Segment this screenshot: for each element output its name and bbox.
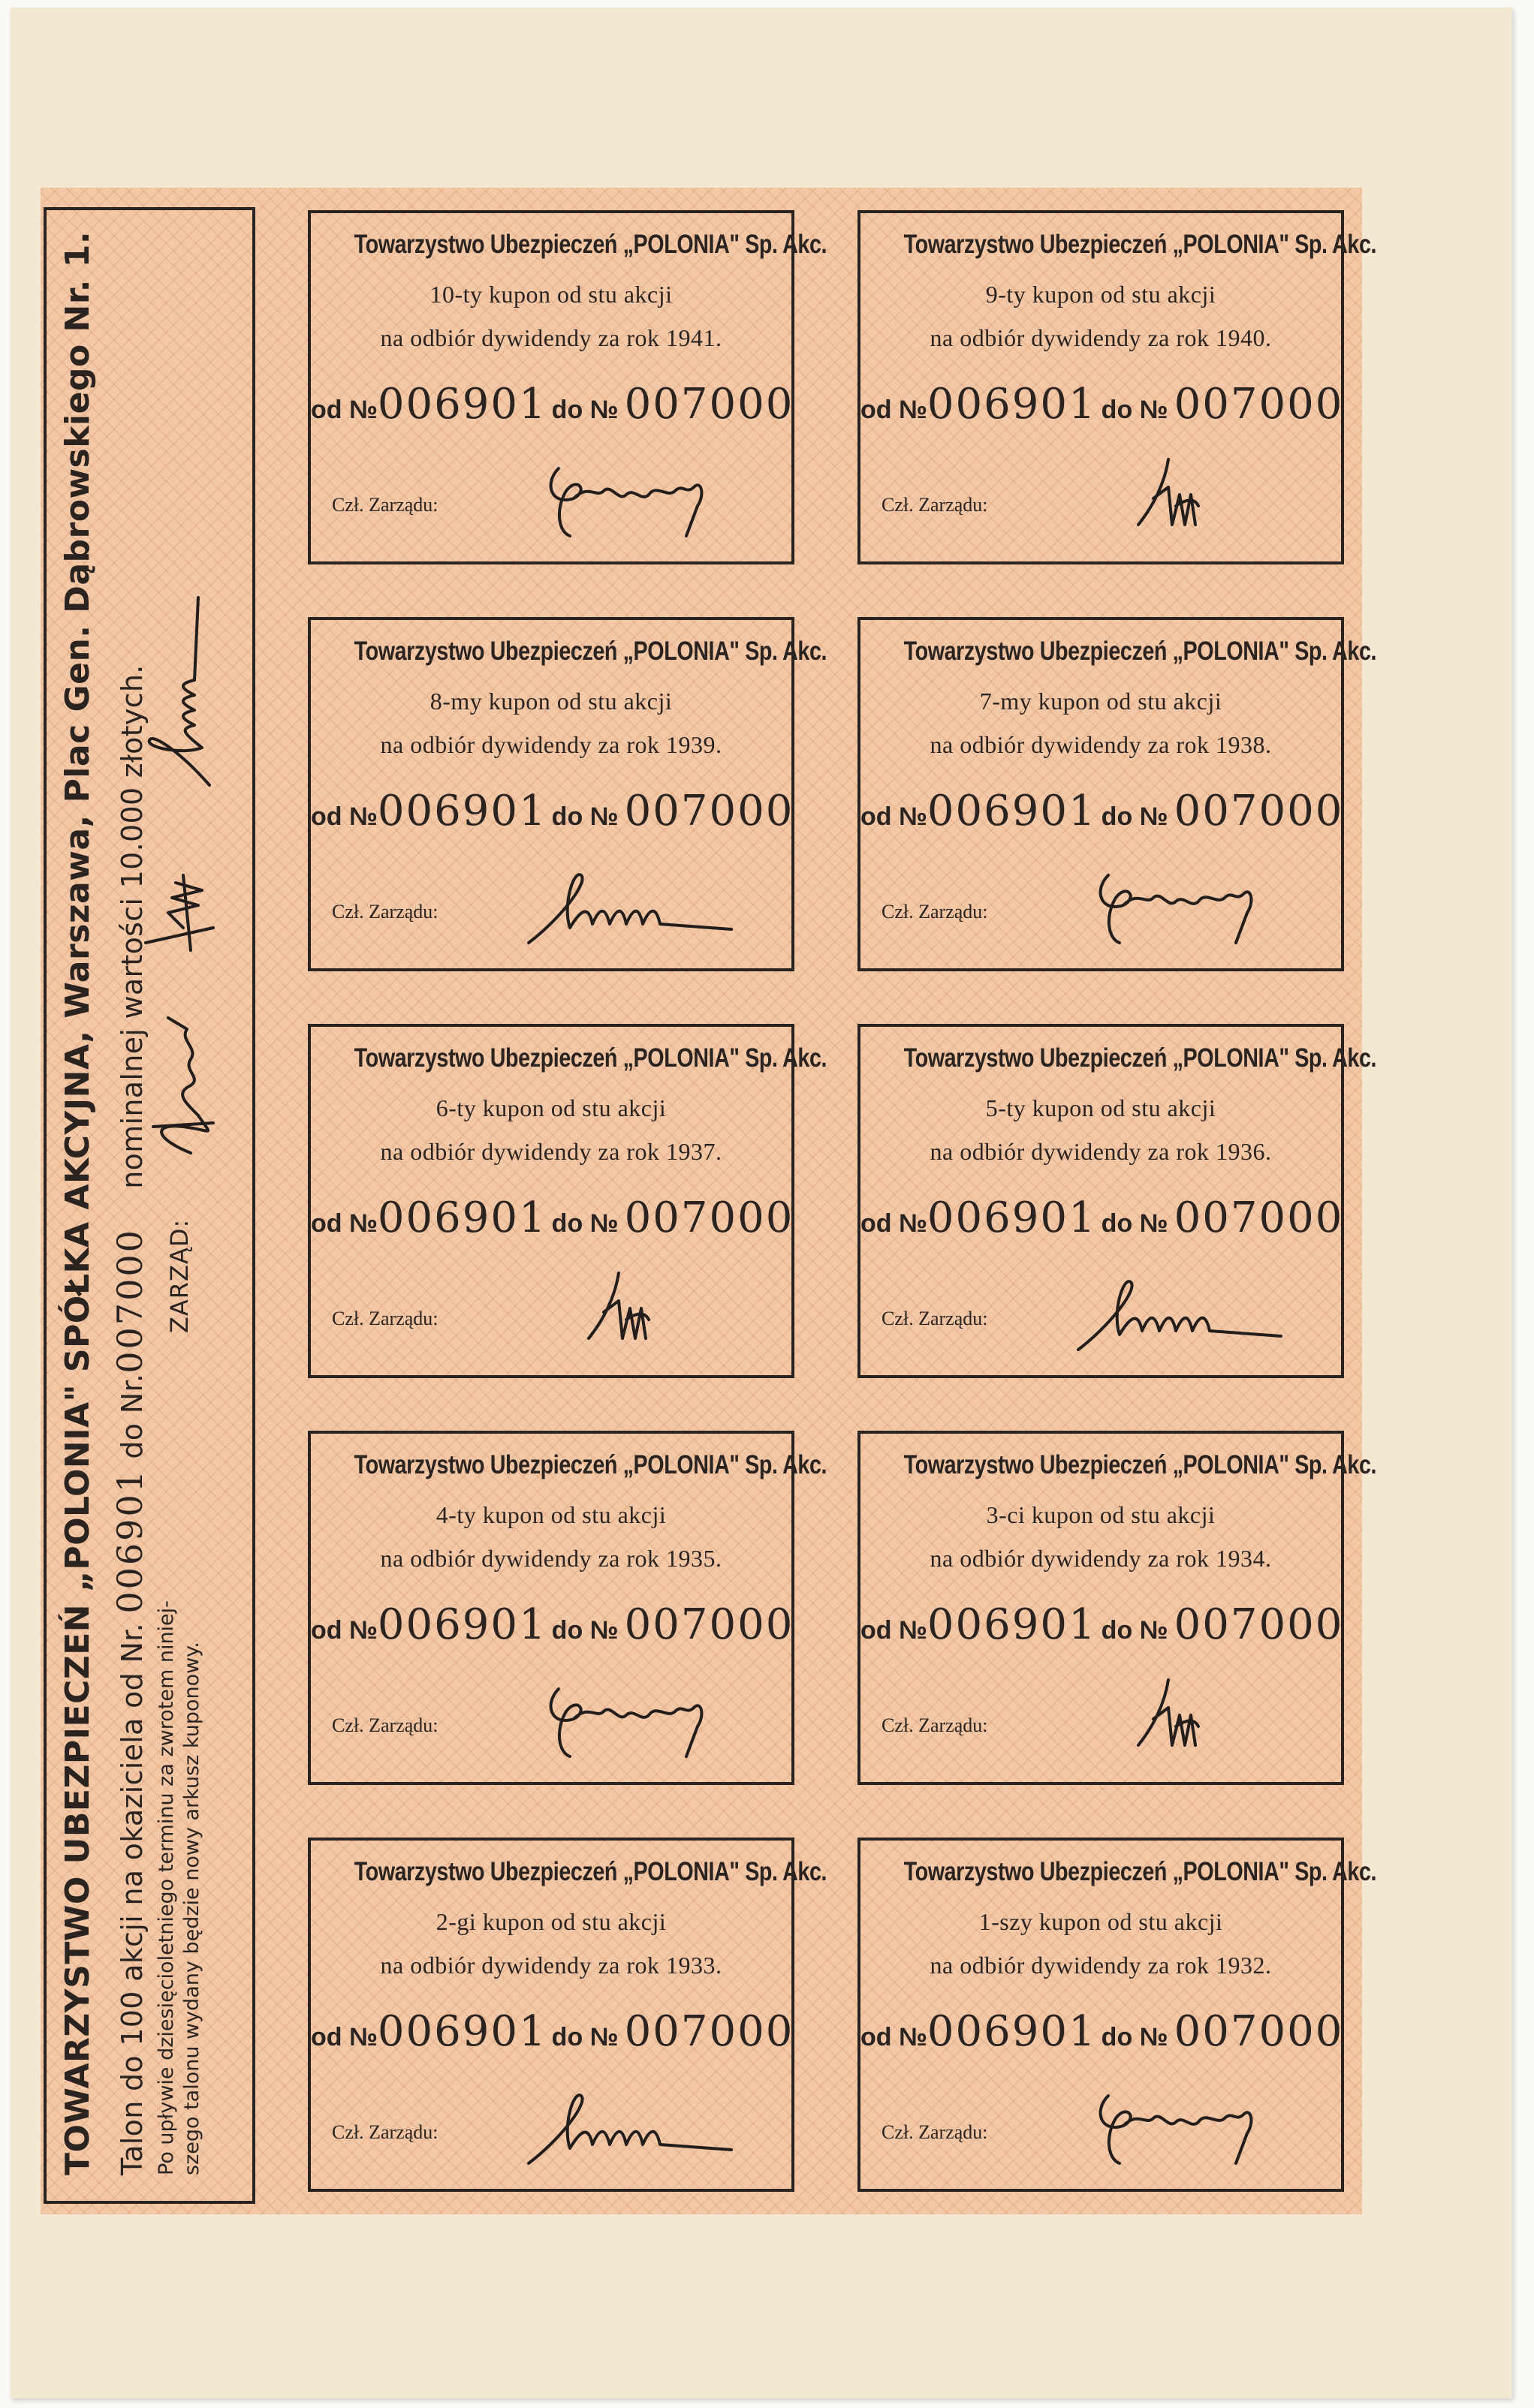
talon-range-prefix: Talon do 100 akcji na okaziciela od Nr. [116, 1623, 149, 2175]
coupon-ordinal: 5-ty kupon od stu akcji [985, 1094, 1216, 1121]
coupon-from-label: od № [311, 802, 378, 831]
talon-from-number: 006901 [110, 1468, 150, 1614]
coupon-number-range [311, 1193, 794, 1242]
talon-text-block [48, 215, 251, 2196]
coupon-board-label: Czł. Zarządu: [882, 1714, 988, 1736]
coupon-to-number: 007000 [1174, 1193, 1344, 1242]
coupon-from-number: 006901 [377, 1193, 547, 1242]
coupon-from-label: od № [860, 1209, 927, 1238]
coupon-number-range [311, 787, 794, 835]
coupon-from-number: 006901 [927, 380, 1097, 429]
coupon-to-label: do № [551, 1616, 619, 1645]
signature-a-icon [506, 1674, 746, 1764]
coupon-from-label: od № [860, 2023, 927, 2051]
coupon-header: Towarzystwo Ubezpieczeń „POLONIA" Sp. Akc. [903, 1450, 1377, 1479]
talon-range-mid: do Nr. [116, 1373, 149, 1459]
signature-b-icon [1056, 1674, 1296, 1764]
coupon-to-number: 007000 [624, 1600, 794, 1649]
coupon-ordinal: 9-ty kupon od stu akcji [985, 281, 1216, 308]
coupon-sheet [11, 8, 1512, 2398]
coupon-number-range [860, 787, 1344, 835]
coupon-ordinal: 10-ty kupon od stu akcji [429, 281, 673, 308]
coupon-number-range [860, 2007, 1344, 2056]
coupon-number-range [860, 1600, 1344, 1649]
coupon-number-range [311, 380, 794, 429]
coupon-6 [857, 1024, 1377, 1378]
coupon-to-label: do № [1101, 1209, 1168, 1238]
coupon-header: Towarzystwo Ubezpieczeń „POLONIA" Sp. Akc. [354, 230, 827, 259]
coupon-to-label: do № [1101, 1616, 1168, 1645]
coupon-board-label: Czł. Zarządu: [882, 494, 988, 516]
coupon-from-number: 006901 [927, 787, 1097, 835]
coupon-to-label: do № [1101, 396, 1168, 424]
coupon-from-label: od № [311, 2023, 378, 2051]
coupon-8 [857, 1431, 1377, 1785]
coupon-from-number: 006901 [927, 2007, 1097, 2056]
signature-c-icon [1056, 1267, 1296, 1357]
talon-to-number: 007000 [110, 1228, 150, 1374]
coupon-dividend-year: na odbiór dywidendy za rok 1936. [930, 1138, 1272, 1165]
coupon-board-label: Czł. Zarządu: [332, 901, 439, 923]
coupon-header: Towarzystwo Ubezpieczeń „POLONIA" Sp. Akc. [354, 1857, 827, 1886]
coupon-to-label: do № [1101, 2023, 1168, 2051]
talon-note-line-2: szego talonu wydany będzie nowy arkusz kuponowy. [180, 1642, 203, 2175]
coupon-board-label: Czł. Zarządu: [332, 2121, 439, 2143]
coupon-header: Towarzystwo Ubezpieczeń „POLONIA" Sp. Akc. [903, 1043, 1377, 1073]
coupon-to-label: do № [551, 396, 619, 424]
coupon-dividend-year: na odbiór dywidendy za rok 1933. [380, 1952, 722, 1979]
coupon-ordinal: 3-ci kupon od stu akcji [986, 1501, 1216, 1528]
talon-signature-b [138, 853, 221, 973]
coupon-to-number: 007000 [624, 380, 794, 429]
coupon-from-label: od № [860, 1616, 927, 1645]
coupon-header: Towarzystwo Ubezpieczeń „POLONIA" Sp. Akc. [354, 1043, 827, 1073]
signature-c-icon [506, 860, 746, 950]
coupon-board-label: Czł. Zarządu: [332, 1308, 439, 1329]
coupon-header: Towarzystwo Ubezpieczeń „POLONIA" Sp. Akc. [903, 230, 1377, 259]
coupon-number-range [311, 2007, 794, 2056]
coupon-4 [857, 617, 1377, 971]
coupon-header: Towarzystwo Ubezpieczeń „POLONIA" Sp. Akc. [903, 1857, 1377, 1886]
signature-c-icon [506, 2081, 746, 2171]
coupon-10 [857, 1838, 1377, 2192]
coupon-from-label: od № [860, 802, 927, 831]
coupon-dividend-year: na odbiór dywidendy za rok 1940. [930, 324, 1272, 351]
talon-signature-c [138, 575, 221, 800]
coupon-to-label: do № [551, 802, 619, 831]
coupon-9 [308, 1838, 827, 2192]
coupon-to-number: 007000 [1174, 2007, 1344, 2056]
coupon-ordinal: 2-gi kupon od stu akcji [435, 1908, 667, 1935]
coupon-header: Towarzystwo Ubezpieczeń „POLONIA" Sp. Akc. [354, 637, 827, 666]
coupon-dividend-year: na odbiór dywidendy za rok 1941. [380, 324, 722, 351]
coupon-board-label: Czł. Zarządu: [332, 1714, 439, 1736]
coupon-ordinal: 7-my kupon od stu akcji [979, 688, 1222, 715]
coupon-to-label: do № [1101, 802, 1168, 831]
coupon-from-number: 006901 [377, 2007, 547, 2056]
coupon-from-number: 006901 [927, 1193, 1097, 1242]
coupon-to-label: do № [551, 1209, 619, 1238]
coupon-from-label: od № [860, 396, 927, 424]
talon-nominal-value: nominalnej wartości 10.000 złotych. [116, 664, 149, 1189]
signature-a-icon [1056, 2081, 1296, 2171]
talon-signature-a [138, 1003, 221, 1168]
coupon-to-number: 007000 [1174, 380, 1344, 429]
coupon-5 [308, 1024, 827, 1378]
coupon-from-number: 006901 [377, 1600, 547, 1649]
coupon-to-number: 007000 [1174, 787, 1344, 835]
coupon-ordinal: 4-ty kupon od stu akcji [435, 1501, 667, 1528]
coupon-from-number: 006901 [927, 1600, 1097, 1649]
coupon-to-number: 007000 [624, 1193, 794, 1242]
coupon-dividend-year: na odbiór dywidendy za rok 1937. [380, 1138, 722, 1165]
coupon-from-label: od № [311, 396, 378, 424]
signature-b-icon [506, 1267, 746, 1357]
coupon-from-label: od № [311, 1616, 378, 1645]
coupon-board-label: Czł. Zarządu: [882, 901, 988, 923]
coupon-2 [857, 210, 1377, 564]
coupon-1 [308, 210, 827, 564]
coupon-from-number: 006901 [377, 787, 547, 835]
signature-a-icon [1056, 860, 1296, 950]
coupon-to-number: 007000 [624, 2007, 794, 2056]
coupon-3 [308, 617, 827, 971]
signature-b-icon [1056, 453, 1296, 543]
coupon-board-label: Czł. Zarządu: [882, 2121, 988, 2143]
coupon-7 [308, 1431, 827, 1785]
talon-strip [44, 207, 255, 2204]
coupon-ordinal: 6-ty kupon od stu akcji [435, 1094, 667, 1121]
talon-board-label: ZARZĄD: [165, 1218, 194, 1333]
coupon-board-label: Czł. Zarządu: [882, 1308, 988, 1329]
coupon-to-number: 007000 [624, 787, 794, 835]
talon-company-line: TOWARZYSTWO UBEZPIECZEŃ „POLONIA" SPÓŁKA AKCYJNA, Warszawa, Plac Gen. Dąbrowskiego Nr. 1. [59, 230, 97, 2175]
coupon-dividend-year: na odbiór dywidendy za rok 1935. [380, 1545, 722, 1572]
coupon-board-label: Czł. Zarządu: [332, 494, 439, 516]
coupon-header: Towarzystwo Ubezpieczeń „POLONIA" Sp. Akc. [903, 637, 1377, 666]
coupon-dividend-year: na odbiór dywidendy za rok 1938. [930, 731, 1272, 758]
talon-note-line-1: Po upływie dziesięcioletniego terminu za zwrotem niniej- [155, 1600, 178, 2175]
coupon-ordinal: 8-my kupon od stu akcji [429, 688, 673, 715]
coupon-to-label: do № [551, 2023, 619, 2051]
coupon-header: Towarzystwo Ubezpieczeń „POLONIA" Sp. Akc. [354, 1450, 827, 1479]
coupon-ordinal: 1-szy kupon od stu akcji [978, 1908, 1223, 1935]
coupon-number-range [860, 1193, 1344, 1242]
coupon-dividend-year: na odbiór dywidendy za rok 1934. [930, 1545, 1272, 1572]
coupon-dividend-year: na odbiór dywidendy za rok 1939. [380, 731, 722, 758]
coupon-number-range [311, 1600, 794, 1649]
coupon-from-label: od № [311, 1209, 378, 1238]
coupon-from-number: 006901 [377, 380, 547, 429]
coupon-number-range [860, 380, 1344, 429]
signature-a-icon [506, 453, 746, 543]
coupon-to-number: 007000 [1174, 1600, 1344, 1649]
coupon-dividend-year: na odbiór dywidendy za rok 1932. [930, 1952, 1272, 1979]
